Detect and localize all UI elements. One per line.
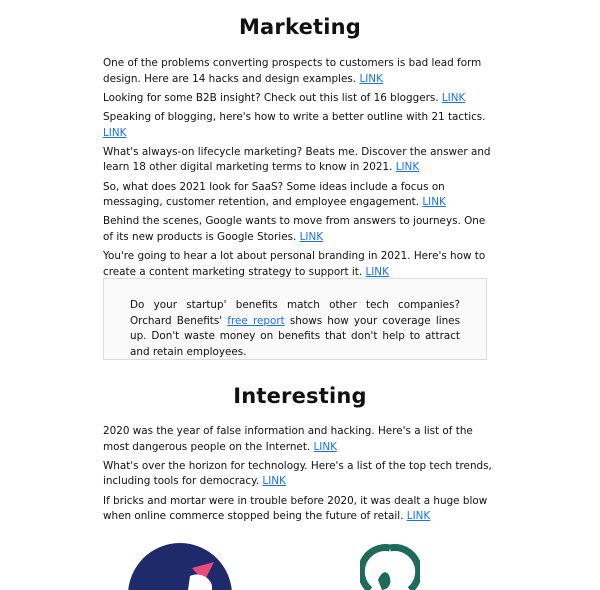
logo-circle [128,543,232,590]
item-text: So, what does 2021 look for SaaS? Some ideas include a focus on messaging, customer retention, and employee engagement. [103,180,445,209]
callout-text [130,298,460,360]
free-report-link[interactable]: free report [227,314,285,327]
item-link[interactable]: LINK [299,230,324,243]
item-text: 2020 was the year of false information and hacking. Here's a list of the most dangerous people on the Internet. [103,425,473,453]
item-text: Looking for some B2B insight? Check out this list of 16 bloggers. [103,91,439,104]
item-text: If bricks and mortar were in trouble before 2020, it was dealt a huge blow when online commerce stopped being the future of retail. [103,494,488,523]
marketing-list [103,56,495,284]
item-link[interactable]: LINK [395,161,420,174]
list-item [103,249,495,280]
item-link[interactable]: LINK [103,126,127,139]
list-item [103,494,495,525]
logo-leaf [378,572,390,590]
callout-text-before: Do your startup' benefits match other tech companies? Orchard Benefits' [130,299,460,327]
item-link[interactable]: LINK [359,72,383,85]
item-text: Behind the scenes, Google wants to move from answers to journeys. One of its new products is Google Stories. [103,215,486,243]
list-item [103,56,495,87]
interesting-heading: Interesting [233,384,367,408]
list-item [103,91,495,107]
item-text: You're going to hear a lot about personal branding in 2021. Here's how to create a content marketing strategy to support it. [103,250,486,278]
item-text: Speaking of blogging, here's how to write a better outline with 21 tactics. [103,111,486,124]
circle-logo-icon [128,540,238,590]
list-item [103,145,495,176]
item-link[interactable]: LINK [406,510,431,523]
item-link[interactable]: LINK [262,475,286,488]
marketing-heading: Marketing [238,15,362,39]
item-text: One of the problems converting prospects to customers is bad lead form design. Here are 14 hacks and design examples. [103,57,482,85]
list-item [103,424,495,455]
interesting-list [103,424,495,528]
list-item [103,110,495,141]
item-text: What's always-on lifecycle marketing? Beats me. Discover the answer and learn 18 other digital marketing terms to know in 2021. [103,145,491,174]
item-link[interactable]: LINK [441,91,466,104]
logo-ring-right [390,548,419,590]
item-link[interactable]: LINK [422,196,446,209]
list-item [103,459,495,490]
item-link[interactable]: LINK [313,440,337,453]
item-text: What's over the horizon for technology. Here's a list of the top tech trends, including tools for democracy. [103,459,492,488]
ring-logo-icon [360,540,420,590]
callout-text-after: shows how your coverage lines up. Don't waste money on benefits that don't help to attract and retain employees. [130,314,460,358]
item-link[interactable]: LINK [365,265,389,278]
list-item [103,180,495,211]
sponsor-callout [103,278,487,360]
list-item [103,214,495,245]
